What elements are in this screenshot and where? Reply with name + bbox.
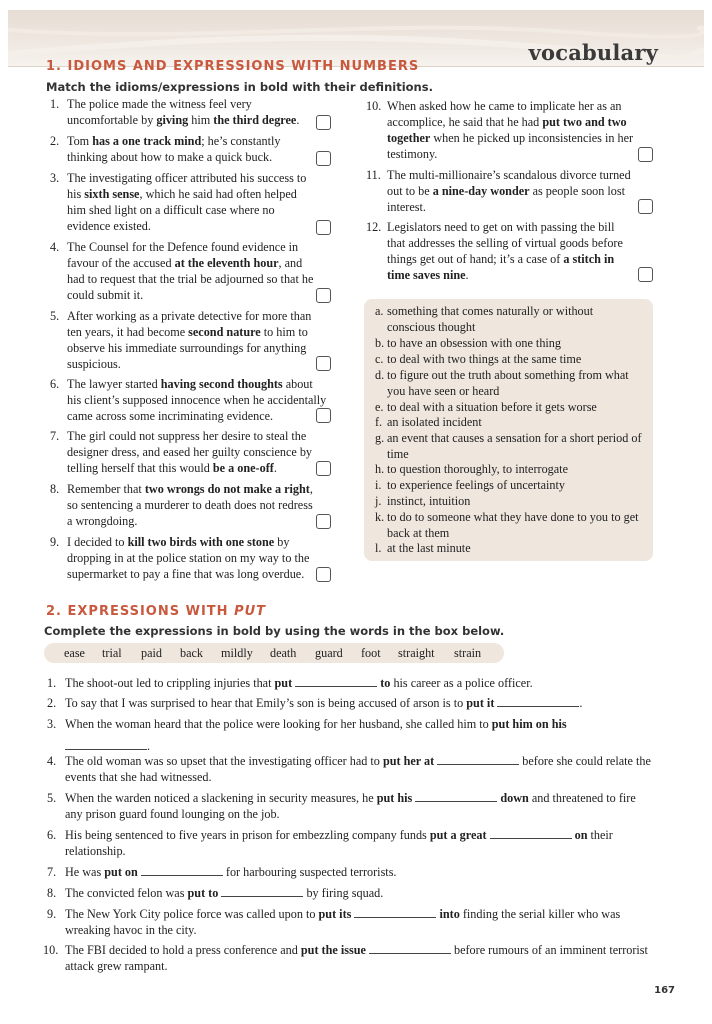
answer-checkbox-12[interactable] <box>638 267 653 282</box>
definition-e: e. to deal with a situation before it gets worse <box>375 400 597 414</box>
answer-blank[interactable] <box>415 790 497 802</box>
section1-instruction: Match the idioms/expressions in bold with their definitions. <box>46 80 433 94</box>
answer-blank[interactable] <box>65 738 147 750</box>
word-box-item: trial <box>102 646 122 660</box>
page-number: 167 <box>654 985 675 996</box>
answer-checkbox-7[interactable] <box>316 461 331 476</box>
question-1: 1. The police made the witness feel very uncomfortable by giving him the third degree. <box>50 97 300 127</box>
question-5: 5. After working as a private detective for more than ten years, it had become second nature to him to observe his immediate surroundings for anything suspicious. <box>50 309 312 371</box>
definition-b: b. to have an obsession with one thing <box>375 336 561 350</box>
question-10: 10. When asked how he came to implicate her as an accomplice, he said that he had put two and two together when he picked up inconsistencies in her testimony. <box>366 99 634 161</box>
answer-blank[interactable] <box>354 906 436 918</box>
word-box-item: foot <box>361 646 381 660</box>
answer-blank[interactable] <box>369 942 451 954</box>
question-3: 3. The investigating officer attributed his success to his sixth sense, which he said had often helped him shed light on a difficult case where no evidence existed. <box>50 171 307 233</box>
answer-checkbox-1[interactable] <box>316 115 331 130</box>
section2-title: 2. EXPRESSIONS WITH PUT <box>46 604 267 619</box>
page-title: vocabulary <box>528 40 658 65</box>
question-11: 11. The multi-millionaire’s scandalous divorce turned out to be a nine-day wonder as people soon lost interest. <box>366 168 631 214</box>
exercise-item-6: 6. His being sentenced to five years in prison for embezzling company funds put a great on their relationship. <box>47 828 613 858</box>
word-box-item: ease <box>64 646 85 660</box>
word-box-item: straight <box>398 646 435 660</box>
section1-title: 1. IDIOMS AND EXPRESSIONS WITH NUMBERS <box>46 59 420 74</box>
word-box-item: strain <box>454 646 482 660</box>
answer-checkbox-11[interactable] <box>638 199 653 214</box>
section2-instruction: Complete the expressions in bold by using the words in the box below. <box>44 624 505 638</box>
exercise-item-8: 8. The convicted felon was put to by firing squad. <box>47 886 384 900</box>
question-12: 12. Legislators need to get on with passing the bill that addresses the selling of virtual goods before things get out of hand; it’s a case of a stitch in time saves nine. <box>366 220 623 282</box>
answer-checkbox-3[interactable] <box>316 220 331 235</box>
question-2: 2. Tom has a one track mind; he’s constantly thinking about how to make a quick buck. <box>50 134 281 164</box>
answer-blank[interactable] <box>295 675 377 687</box>
question-8: 8. Remember that two wrongs do not make a right, so sentencing a murderer to death does not redress a wrongdoing. <box>50 482 313 528</box>
question-number: 1. <box>50 97 60 111</box>
answer-checkbox-5[interactable] <box>316 356 331 371</box>
question-4: 4. The Counsel for the Defence found evidence in favour of the accused at the eleventh hour, and had to request that the trial be adjourned so that he could submit it. <box>50 240 314 302</box>
word-box-item: paid <box>141 646 162 660</box>
definition-f: f. an isolated incident <box>375 415 482 429</box>
definition-l: l. at the last minute <box>375 541 471 555</box>
answer-blank[interactable] <box>141 864 223 876</box>
exercise-item-2: 2. To say that I was surprised to hear that Emily’s son is being accused of arson is to put it . <box>47 696 583 710</box>
definition-a: a. something that comes naturally or without conscious thought <box>375 304 594 334</box>
word-box-item: death <box>270 646 297 660</box>
answer-checkbox-4[interactable] <box>316 288 331 303</box>
definition-h: h. to question thoroughly, to interrogate <box>375 462 568 476</box>
exercise-item-7: 7. He was put on for harbouring suspected terrorists. <box>47 865 397 879</box>
word-box-item: mildly <box>221 646 253 660</box>
exercise-item-3: 3. When the woman heard that the police were looking for her husband, she called him to put him on his . <box>47 717 567 753</box>
answer-checkbox-10[interactable] <box>638 147 653 162</box>
answer-blank[interactable] <box>437 753 519 765</box>
exercise-item-5: 5. When the warden noticed a slackening in security measures, he put his down and threatened to fire any prison guard found lounging on the job. <box>47 791 636 821</box>
definition-c: c. to deal with two things at the same time <box>375 352 582 366</box>
answer-blank[interactable] <box>221 885 303 897</box>
answer-blank[interactable] <box>497 695 579 707</box>
answer-checkbox-9[interactable] <box>316 567 331 582</box>
exercise-item-9: 9. The New York City police force was called upon to put its into finding the serial killer who was wreaking havoc in the city. <box>47 907 621 937</box>
definition-k: k. to do to someone what they have done to you to get back at them <box>375 510 639 540</box>
answer-checkbox-2[interactable] <box>316 151 331 166</box>
definition-i: i. to experience feelings of uncertainty <box>375 478 565 492</box>
question-6: 6. The lawyer started having second thoughts about his client’s supposed innocence when he accidentally came across some incriminating evidence. <box>50 377 327 423</box>
definition-j: j. instinct, intuition <box>375 494 471 508</box>
definition-d: d. to figure out the truth about something from what you have seen or heard <box>375 368 629 398</box>
word-box-item: back <box>180 646 204 660</box>
exercise-item-4: 4. The old woman was so upset that the investigating officer had to put her at before she could relate the events that she had witnessed. <box>47 754 651 784</box>
definition-g: g. an event that causes a sensation for a short period of time <box>375 431 642 461</box>
answer-blank[interactable] <box>490 827 572 839</box>
word-box-item: guard <box>315 646 343 660</box>
exercise-item-10: 10. The FBI decided to hold a press conference and put the issue before rumours of an imminent terrorist attack grew rampant. <box>43 943 648 973</box>
question-9: 9. I decided to kill two birds with one stone by dropping in at the police station on my way to the supermarket to pay a fine that was long overdue. <box>50 535 310 581</box>
question-7: 7. The girl could not suppress her desire to steal the designer dress, and eased her guilty conscience by telling herself that this would be a one-off. <box>50 429 313 475</box>
answer-checkbox-6[interactable] <box>316 408 331 423</box>
exercise-item-1: 1. The shoot-out led to crippling injuries that put to his career as a police officer. <box>47 676 533 690</box>
answer-checkbox-8[interactable] <box>316 514 331 529</box>
